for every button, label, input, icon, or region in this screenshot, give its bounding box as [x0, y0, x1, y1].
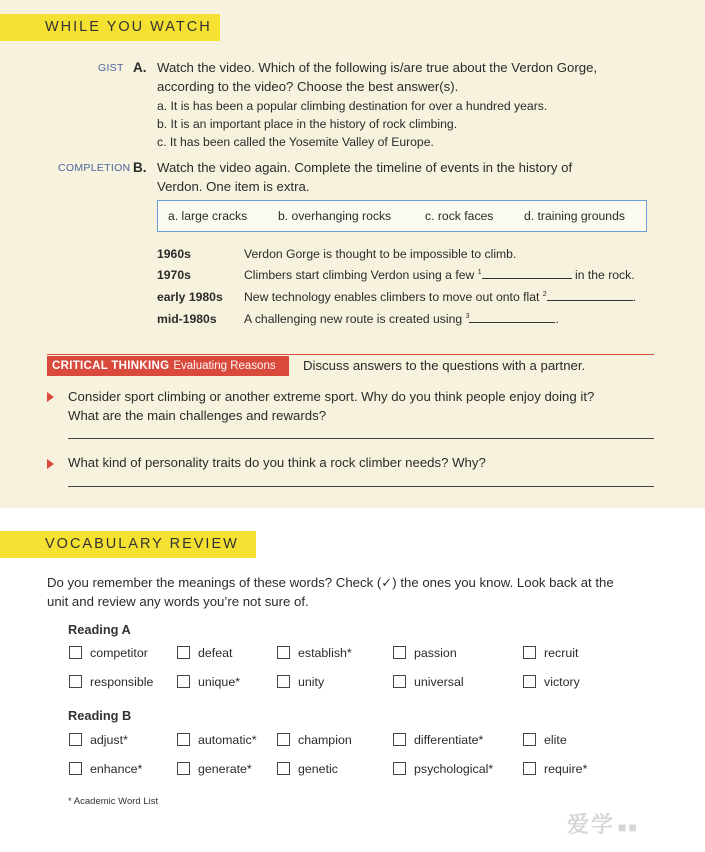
- vocab-word: psychological*: [414, 762, 494, 776]
- vocab-checkbox[interactable]: [69, 675, 82, 688]
- vocab-checkbox[interactable]: [523, 646, 536, 659]
- vocab-word: recruit: [544, 646, 579, 660]
- timeline-year: 1960s: [157, 247, 191, 261]
- answer-blank[interactable]: [469, 312, 555, 323]
- vocab-checkbox[interactable]: [393, 733, 406, 746]
- word-option: d. training grounds: [524, 209, 625, 223]
- timeline-event: Climbers start climbing Verdon using a few $^1$ in the rock.: [244, 268, 635, 282]
- critical-thinking-rule: [47, 354, 654, 355]
- vocabulary-intro-line2: unit and review any words you’re not sure of.: [47, 594, 309, 609]
- vocabulary-intro-line1: Do you remember the meanings of these words? Check (✓) the ones you know. Look back at the: [47, 575, 614, 590]
- answer-line[interactable]: [68, 438, 654, 439]
- bullet-triangle-icon: [47, 392, 54, 402]
- vocab-word: unity: [298, 675, 325, 689]
- word-box: [157, 200, 647, 232]
- timeline-event: A challenging new route is created using $^3$ .: [244, 312, 559, 326]
- question-a-option: c. It has been called the Yosemite Valley of Europe.: [157, 135, 434, 149]
- vocab-checkbox[interactable]: [393, 675, 406, 688]
- vocab-checkbox[interactable]: [523, 733, 536, 746]
- vocab-word: victory: [544, 675, 580, 689]
- vocab-word: universal: [414, 675, 464, 689]
- reading-b-heading: Reading B: [68, 708, 132, 723]
- vocab-word: adjust*: [90, 733, 128, 747]
- vocab-checkbox[interactable]: [277, 762, 290, 775]
- vocab-checkbox[interactable]: [177, 762, 190, 775]
- vocab-word: champion: [298, 733, 352, 747]
- timeline-event: Verdon Gorge is thought to be impossible to climb.: [244, 247, 517, 261]
- ct-question-1-line1: Consider sport climbing or another extreme sport. Why do you think people enjoy doing it?: [68, 389, 595, 404]
- ct-question-2: What kind of personality traits do you think a rock climber needs? Why?: [68, 455, 486, 470]
- vocab-word: unique*: [198, 675, 241, 689]
- completion-label: COMPLETION: [58, 162, 131, 174]
- question-b-text-line1: Watch the video again. Complete the timeline of events in the history of: [157, 160, 573, 175]
- question-a-option: a. It is has been a popular climbing destination for over a hundred years.: [157, 99, 548, 113]
- vocab-checkbox[interactable]: [393, 646, 406, 659]
- vocab-checkbox[interactable]: [277, 733, 290, 746]
- vocab-word: genetic: [298, 762, 338, 776]
- word-option: b. overhanging rocks: [278, 209, 392, 223]
- footnote: * Academic Word List: [68, 796, 159, 807]
- vocab-word: enhance*: [90, 762, 143, 776]
- watermark: 爱学 ■■: [567, 812, 639, 837]
- vocab-word: responsible: [90, 675, 154, 689]
- vocab-checkbox[interactable]: [177, 646, 190, 659]
- answer-line[interactable]: [68, 486, 654, 487]
- vocab-checkbox[interactable]: [523, 762, 536, 775]
- vocab-word: generate*: [198, 762, 252, 776]
- vocab-checkbox[interactable]: [277, 675, 290, 688]
- question-a-text-line2: according to the video? Choose the best answer(s).: [157, 79, 459, 94]
- question-a-text-line1: Watch the video. Which of the following is/are true about the Verdon Gorge,: [157, 60, 598, 75]
- critical-thinking-instruction: Discuss answers to the questions with a partner.: [303, 358, 586, 373]
- vocab-checkbox[interactable]: [69, 762, 82, 775]
- reading-a-heading: Reading A: [68, 622, 131, 637]
- question-b-letter: B.: [133, 160, 147, 175]
- answer-blank[interactable]: [547, 290, 633, 301]
- vocab-checkbox[interactable]: [69, 733, 82, 746]
- timeline-year: 1970s: [157, 268, 191, 282]
- word-option: a. large cracks: [168, 209, 248, 223]
- gist-label: GIST: [98, 62, 124, 74]
- answer-blank[interactable]: [482, 268, 572, 279]
- vocab-word: differentiate*: [414, 733, 484, 747]
- timeline-year: early 1980s: [157, 290, 223, 304]
- vocab-word: require*: [544, 762, 588, 776]
- ct-question-1-line2: What are the main challenges and rewards?: [68, 408, 327, 423]
- vocab-word: elite: [544, 733, 567, 747]
- vocab-word: automatic*: [198, 733, 257, 747]
- vocab-word: defeat: [198, 646, 233, 660]
- timeline-event: New technology enables climbers to move out onto flat $^2$ .: [244, 290, 637, 304]
- question-a-letter: A.: [133, 60, 147, 75]
- vocab-word: establish*: [298, 646, 352, 660]
- vocab-checkbox[interactable]: [523, 675, 536, 688]
- question-b-text-line2: Verdon. One item is extra.: [157, 179, 310, 194]
- timeline-year: mid-1980s: [157, 312, 217, 326]
- vocabulary-review-banner: VOCABULARY REVIEW: [0, 531, 256, 558]
- vocab-word: passion: [414, 646, 457, 660]
- vocab-checkbox[interactable]: [277, 646, 290, 659]
- vocab-checkbox[interactable]: [177, 733, 190, 746]
- vocab-checkbox[interactable]: [177, 675, 190, 688]
- vocab-checkbox[interactable]: [69, 646, 82, 659]
- vocab-checkbox[interactable]: [393, 762, 406, 775]
- word-option: c. rock faces: [425, 209, 494, 223]
- vocab-word: competitor: [90, 646, 148, 660]
- while-you-watch-banner: WHILE YOU WATCH: [0, 14, 220, 41]
- question-a-option: b. It is an important place in the history of rock climbing.: [157, 117, 458, 131]
- bullet-triangle-icon: [47, 459, 54, 469]
- critical-thinking-header: CRITICAL THINKING Evaluating Reasons: [47, 356, 289, 376]
